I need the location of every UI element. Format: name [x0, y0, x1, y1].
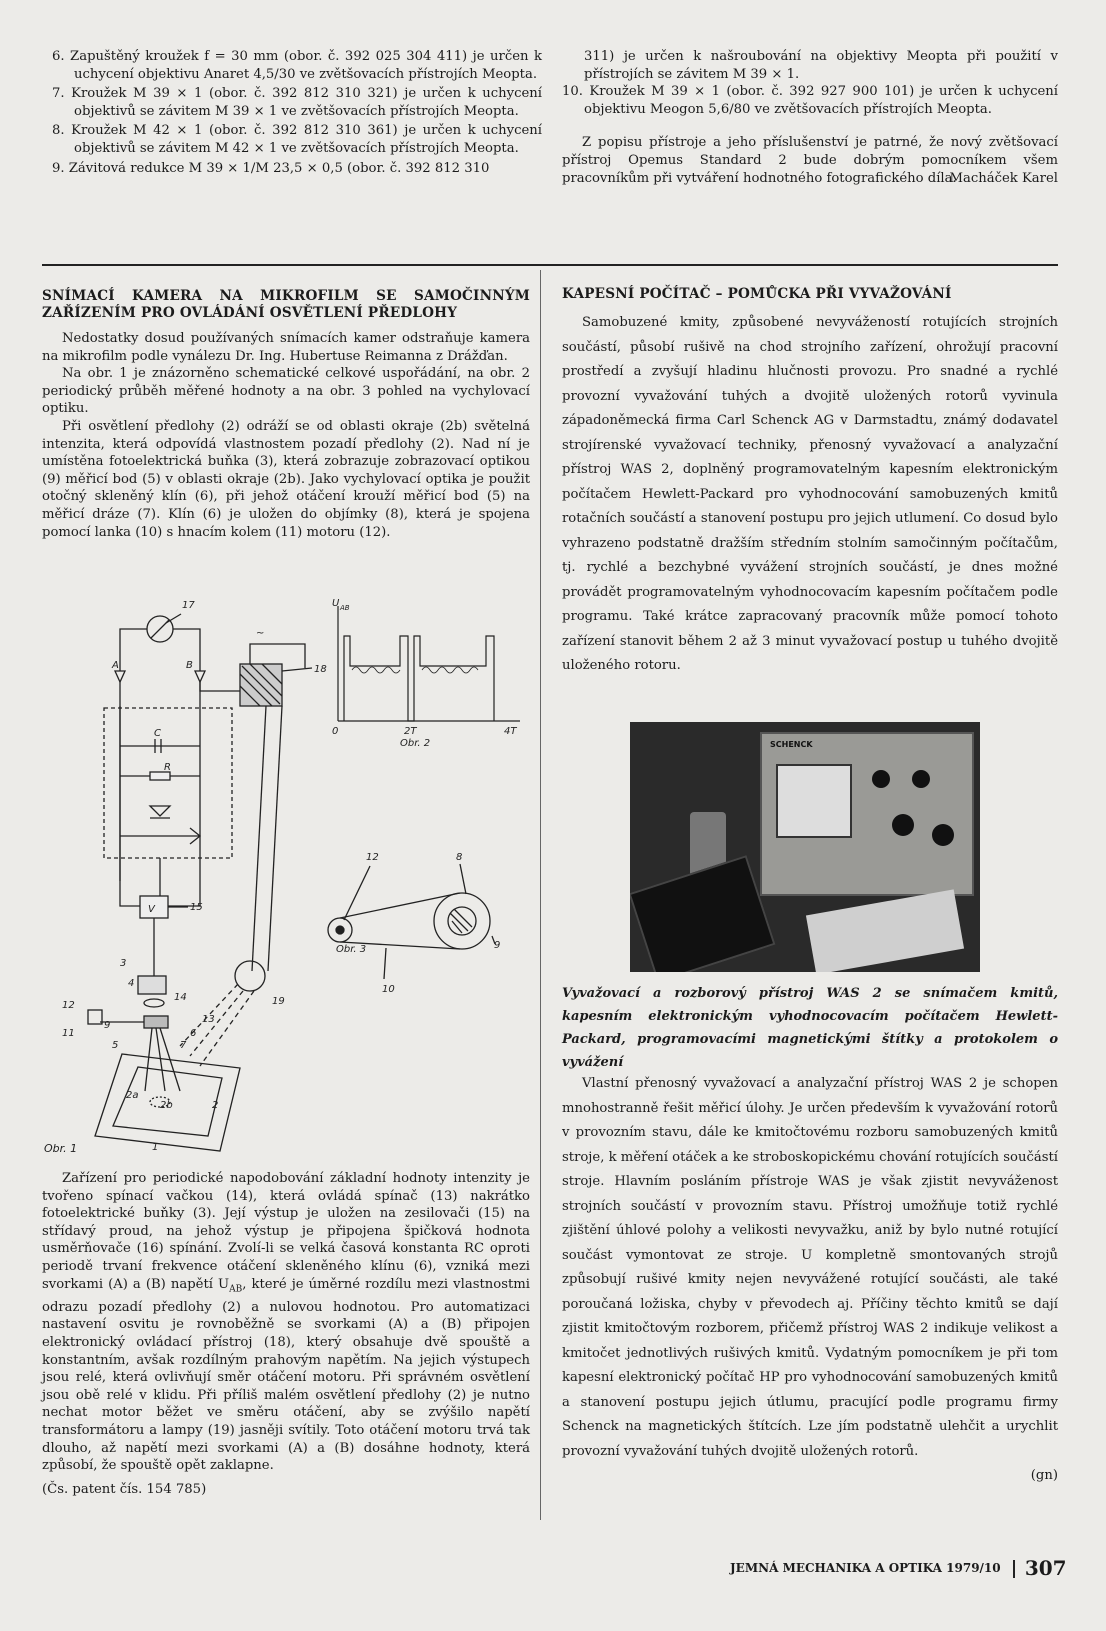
fig-label: 12 — [366, 852, 379, 863]
article-paragraph — [42, 1170, 530, 1475]
article-title: SNÍMACÍ KAMERA NA MIKROFILM SE SAMOČINNÝM ZAŘÍZENÍM PRO OVLÁDÁNÍ OSVĚTLENÍ PŘEDLOHY — [42, 288, 530, 321]
summary-paragraph: Z popisu přístroje a jeho příslušenství je patrné, že nový zvětšovací přístroj Opemus Standard 2 bude dobrým pomocníkem všem pracovníkům při vytváření hodnotného fotografického díla. — [562, 135, 1058, 186]
list-item: 8. Kroužek M 42 × 1 (obor. č. 392 812 310 361) je určen k uchycení objektivů se závitem M 42 × 1 ve zvětšovacích přístrojích Meopta. — [52, 123, 542, 156]
list-item: 7. Kroužek M 39 × 1 (obor. č. 392 812 310 321) je určen k uchycení objektivů se závitem M 39 × 1 ve zvětšovacích přístrojích Meopta. — [52, 86, 542, 119]
article-paragraph: Na obr. 1 je znázorněno schematické celkové uspořádání, na obr. 2 periodický průběh měřené hodnoty a na obr. 3 pohled na vychylovací optiku. — [42, 366, 530, 417]
list-continuation: 311) je určen k našroubování na objektivy Meopta při použití v přístrojích se závitem M 39 × 1. — [584, 49, 1058, 82]
paragraph-text: , které je úměrné rozdílu mezi vlastnostmi odrazu pozadí předlohy (2) a nulovou hodnotou. Pro automatizaci nastavení osvitu je rovnoběžně se svorkami (A) a (B) připojen elektronický ovládací přístroj (18), který obsahuje dvě spouště a konstantním, avšak rozdílným prahovým napětím. Na jejich výstupech jsou relé, která ovlivňují směr otáčení motoru. Při správném osvětlení jsou obě relé v klidu. Při příliš malém osvětlení předlohy (2) je nutno nechat motor běžet ve směru otáčení, aby se zvýšilo napětí transformátoru a lampy (19) jasněji svítily. Toto otáčení motoru trvá tak dlouho, až napětí mezi svorkami (A) a (B) dosáhne hodnoty, která způsobí, že spouště opět zaklapne. — [42, 1276, 530, 1474]
knob-icon — [892, 814, 914, 836]
fig-label: 6 — [190, 1028, 197, 1039]
fig-label: 4 — [128, 978, 135, 989]
fig-label: B — [186, 660, 193, 671]
subscript: AB — [229, 1284, 243, 1295]
article-title: KAPESNÍ POČÍTAČ – POMŮCKA PŘI VYVAŽOVÁNÍ — [562, 286, 952, 302]
product-photo — [630, 722, 980, 972]
article-intro: Nedostatky dosud používaných snímacích kamer odstraňuje kamera na mikrofilm podle vynálezu Dr. Ing. Hubertuse Reimanna z Drážďan. — [42, 331, 530, 364]
axis-label: U — [332, 598, 340, 609]
fig-label: 17 — [182, 600, 195, 611]
list-item: 9. Závitová redukce M 39 × 1/M 23,5 × 0,5 (obor. č. 392 812 310 — [52, 160, 490, 176]
fig-label: 18 — [314, 664, 327, 675]
author-signature: Macháček Karel — [949, 171, 1058, 187]
figure-1-labels — [44, 600, 327, 1155]
page-number: 307 — [1013, 1560, 1067, 1578]
left-article — [42, 288, 530, 541]
fig-label: 7 — [180, 1040, 187, 1051]
fig-label: 13 — [202, 1014, 215, 1025]
knob-icon — [932, 824, 954, 846]
left-article-continued — [42, 1170, 530, 1498]
figure-2-labels — [332, 598, 517, 749]
fig-label: 11 — [62, 1028, 75, 1039]
fig-label: V — [148, 904, 155, 915]
axis-label-sub: AB — [340, 604, 350, 612]
fig-label: 14 — [174, 992, 187, 1003]
list-item: 10. Kroužek M 39 × 1 (obor. č. 392 927 900 101) je určen k uchycení objektivu Meogon 5,6/80 ve zvětšovacích přístrojích Meopta. — [562, 84, 1058, 117]
figure-3-optics — [328, 864, 495, 979]
tick-label: 2T — [404, 726, 417, 737]
brand-label: SCHENCK — [770, 740, 813, 749]
figure-caption: Obr. 2 — [400, 738, 431, 749]
fig-label: A — [112, 660, 119, 671]
fig-label: 9 — [494, 940, 501, 951]
fig-label: 2 — [212, 1100, 219, 1111]
fig-label: 9 — [104, 1020, 111, 1031]
figure-2-waveform — [338, 606, 520, 721]
fig-label: 2b — [160, 1100, 173, 1111]
meter-display — [776, 764, 852, 838]
page-footer — [730, 1556, 1067, 1580]
journal-name: JEMNÁ MECHANIKA A OPTIKA 1979/10 — [730, 1561, 1001, 1575]
fig-label: 2a — [126, 1090, 139, 1101]
top-right-column — [562, 48, 1058, 188]
fig-label: 5 — [112, 1040, 119, 1051]
fig-label: C — [154, 728, 161, 739]
column-divider — [540, 270, 541, 1520]
fig-label: 15 — [190, 902, 203, 913]
fig-label: R — [164, 762, 171, 773]
tick-label: 0 — [332, 726, 339, 737]
figure-caption: Obr. 3 — [336, 944, 367, 955]
fig-label: 3 — [120, 958, 127, 969]
knob-icon — [912, 770, 930, 788]
figure-1-schematic — [88, 614, 312, 1151]
figure-caption: Obr. 1 — [44, 1142, 78, 1155]
author-signature: (gn) — [1030, 1468, 1058, 1483]
right-article — [562, 286, 1058, 679]
photo-caption: Vyvažovací a rozborový přístroj WAS 2 se snímačem kmitů, kapesním elektronickým vyhodnocovacím počítačem Hewlett-Packard, programovacími magnetickými štítky a protokolem o vyvážení — [562, 986, 1058, 1070]
article-paragraph: Samobuzené kmity, způsobené nevyvážeností rotujících strojních součástí, působí rušivě na chod strojního zařízení, ohrožují pracovní prostředí a zvyšují hladinu hlučnosti provozu. Pro snadné a rychlé provozní vyvažování tuhých a dvojitě uložených rotorů vyvinula západoněmecká firma Carl Schenck AG v Darmstadtu, známý dodavatel strojírenské vyvažovací techniky, přenosný vyvažovací a analyzační přístroj WAS 2, doplněný programovatelným kapesním elektronickým počítačem Hewlett-Packard pro vyhodnocování samobuzených kmitů rotačních součástí a stanovení postupu pro jejich utlumení. Co dosud bylo vyhrazeno podstatně dražším středním stolním samočinným počítačům, tj. rychlé a bezchybné vyvážení strojních součástí, je dnes možné provádět programovatelným vyhodnocovacím kapesním počítačem podle programu. Také krátce zapracovaný pracovník může pomocí tohoto zařízení stanovit během 2 až 3 minut vyvažovací postup u tuhého dvojitě uloženého rotoru. — [562, 315, 1058, 673]
analyzer-device — [760, 732, 974, 896]
fig-label: 12 — [62, 1000, 75, 1011]
fig-label: 19 — [272, 996, 285, 1007]
article-paragraph: Při osvětlení předlohy (2) odráží se od oblasti okraje (2b) světelná intenzita, která odpovídá vlastnostem pozadí předlohy (2). Nad ní je umístěna fotoelektrická buňka (3), která zobrazuje zobrazovací optikou (9) měřicí bod (5) v oblasti okraje (2b). Jako vychylovací optika je použit otočný skleněný klín (6), při jehož otáčení krouží měřicí bod (5) na měřicí dráze (7). Klín (6) je uložen do objímky (8), která je spojena pomocí lanka (10) s hnacím kolem (11) motoru (12). — [42, 418, 530, 540]
top-left-list — [52, 48, 542, 179]
knob-icon — [872, 770, 890, 788]
fig-label: 8 — [456, 852, 463, 863]
fig-label: 10 — [382, 984, 395, 995]
patent-reference: (Čs. patent čís. 154 785) — [42, 1481, 207, 1497]
tick-label: 4T — [504, 726, 517, 737]
article-paragraph: Vlastní přenosný vyvažovací a analyzační přístroj WAS 2 je schopen mnohostranně řešit měřicí úlohy. Je určen především k vyvažování rotorů v provozním stavu, dále ke kmitočtovému rozboru samobuzených kmitů stroje, k měření otáček a ke stroboskopickému chování rotujících součástí stroje. Hlavním posláním přístroje WAS je však zjistit nevyváženost strojních součástí v provozním stavu. Přístroj umožňuje totiž rychlé zjištění úhlové polohy a velikosti nevyvažku, aniž by bylo nutné rotující součást vymontovat ze stroje. U kompletně smontovaných strojů způsobují rušivé kmity nejen nevyvážené rotující součásti, ale také poroučaná ložiska, chyby v převodech aj. Příčiny těchto kmitů se dají zjistit kmitočtovým rozborem, přičemž přístroj WAS 2 indikuje velikost a kmitočet jednotlivých rušivých kmitů. Vydatným pomocníkem je při tom kapesní elektronický počítač HP pro vyhodnocování samobuzených kmitů a stanovení postupu jejich útlumu, pracující podle programu firmy Schenck na magnetických štítcích. Lze jím podstatně ulehčit a urychlit provozní vyvažování tuhých dvojitě uložených rotorů. — [562, 1076, 1058, 1459]
section-divider — [42, 264, 1058, 266]
pocket-calculator — [630, 855, 775, 972]
list-item: 6. Zapuštěný kroužek f = 30 mm (obor. č. 392 025 304 411) je určen k uchycení objektivu Anaret 4,5/30 ve zvětšovacích přístrojích Meopta. — [52, 49, 542, 82]
paragraph-text: Zařízení pro periodické napodobování základní hodnoty intenzity je tvořeno spínací vačkou (14), která ovládá spínač (13) nakrátko fotoelektrické buňky (3). Její výstup je uložen na zesilovači (15) na střídavý proud, na jehož výstup je připojena špičková hodnota usměrňovače (16) spínání. Zvolí-li se velká časová konstanta RC oproti periodě trvaní frekvence otáčení skleněného klínu (6), vzniká mezi svorkami (A) a (B) napětí U — [42, 1171, 530, 1292]
figures-illustration — [40, 596, 535, 1166]
fig-label: 1 — [152, 1142, 159, 1153]
fig-label: ~ — [256, 628, 265, 639]
right-article-continued — [562, 1072, 1058, 1489]
protocol-sheet — [806, 889, 964, 972]
